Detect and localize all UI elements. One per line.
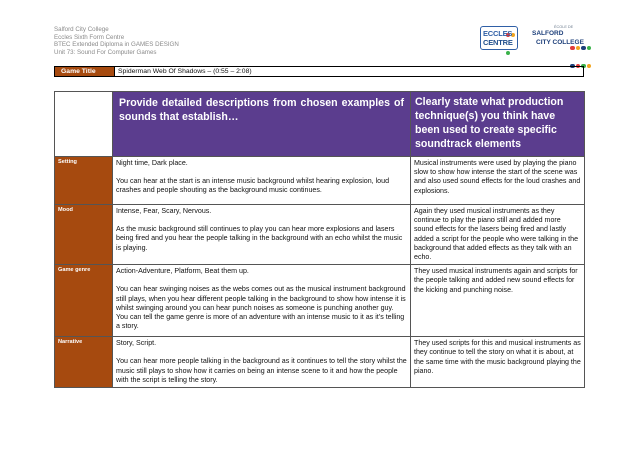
salford-college-logo [530,25,600,54]
table-header-row [55,92,585,157]
column-header-descriptions: Provide detailed descriptions from chosen examples of sounds that establish… [113,92,411,157]
row-technique: Again they used musical instruments as they continue to play the piano still and added more sound effects for the lasers being fired and lastly added a script for the people who were talking in the background that added effects as they talk with an echo. [411,205,585,265]
row-label: Setting [55,157,113,205]
table-row [55,157,585,205]
description-text: Night time, Dark place. [116,159,188,167]
row-description [113,337,411,388]
document-header [54,26,179,56]
table-row [55,337,585,388]
header-line: Unit 73: Sound For Computer Games [54,48,157,56]
description-text: You can hear more people talking in the background as it continues to tell the story whilst the music still plays to show how it carries on being an intense scene to it and how the people with the script is telling the story. [116,357,407,384]
salford-logo-text: CITY COLLEGE [536,39,584,46]
header-line: Eccles Sixth Form Centre [54,33,125,41]
salford-logo-small-text: ÉCOLE DE [554,25,574,29]
row-description [113,205,411,265]
row-description [113,265,411,337]
eccles-logo [480,26,520,52]
row-label: Narrative [55,337,113,388]
description-text: As the music background still continues to play you can hear more explosions and lasers being fired and you hear the people talking in the background with an echo whilst the music is playing. [116,225,403,252]
salford-logo-text: SALFORD [532,30,564,37]
row-label: Game genre [55,265,113,337]
row-description [113,157,411,205]
description-text: You can hear at the start is an intense music background whilst hearing explosion, loud crashes and people shouting as the background music continues. [116,177,390,195]
eccles-logo-text: ECCLES [483,29,513,38]
header-line: BTEC Extended Diploma in GAMES DESIGN [54,41,179,49]
column-header-techniques: Clearly state what production technique(s) you think have been used to create specific soundtrack elements [411,92,585,157]
header-line: Salford City College [54,26,109,33]
game-title-label: Game Title [55,67,115,76]
row-technique: They used musical instruments again and scripts for the people talking and added new sound effects for the kicking and punching noise. [411,265,585,337]
description-text: Story, Script. [116,339,157,348]
description-text: Intense, Fear, Scary, Nervous. [116,207,212,215]
row-technique: They used scripts for this and musical instruments as they continue to tell the story on what it is about, at the same time with the music background playing the piano. [411,337,585,388]
table-row [55,265,585,337]
description-text: Action-Adventure, Platform, Beat them up. [116,267,249,276]
row-technique: Musical instruments were used by playing the piano slow to show how intense the start of the scene was and also used sound effects for the loud crashes and explosions. [411,157,585,205]
table-row [55,205,585,265]
game-title-value: Spiderman Web Of Shadows – (0:55 – 2:08) [118,68,252,75]
header-blank-cell [55,92,113,157]
eccles-logo-text: CENTRE [483,38,513,47]
description-text: You can hear swinging noises as the webs comes out as the musical instrument background still plays, when you hear different people talking in the background to show how intense it is whilst swinging around you can hear punch noises as someone is punching another guy. You can tell the game genre is more of an adventure with an intense music to it as it’s telling a story. [116,285,406,331]
game-title-row [54,66,584,77]
sound-analysis-table [54,91,585,388]
row-label: Mood [55,205,113,265]
